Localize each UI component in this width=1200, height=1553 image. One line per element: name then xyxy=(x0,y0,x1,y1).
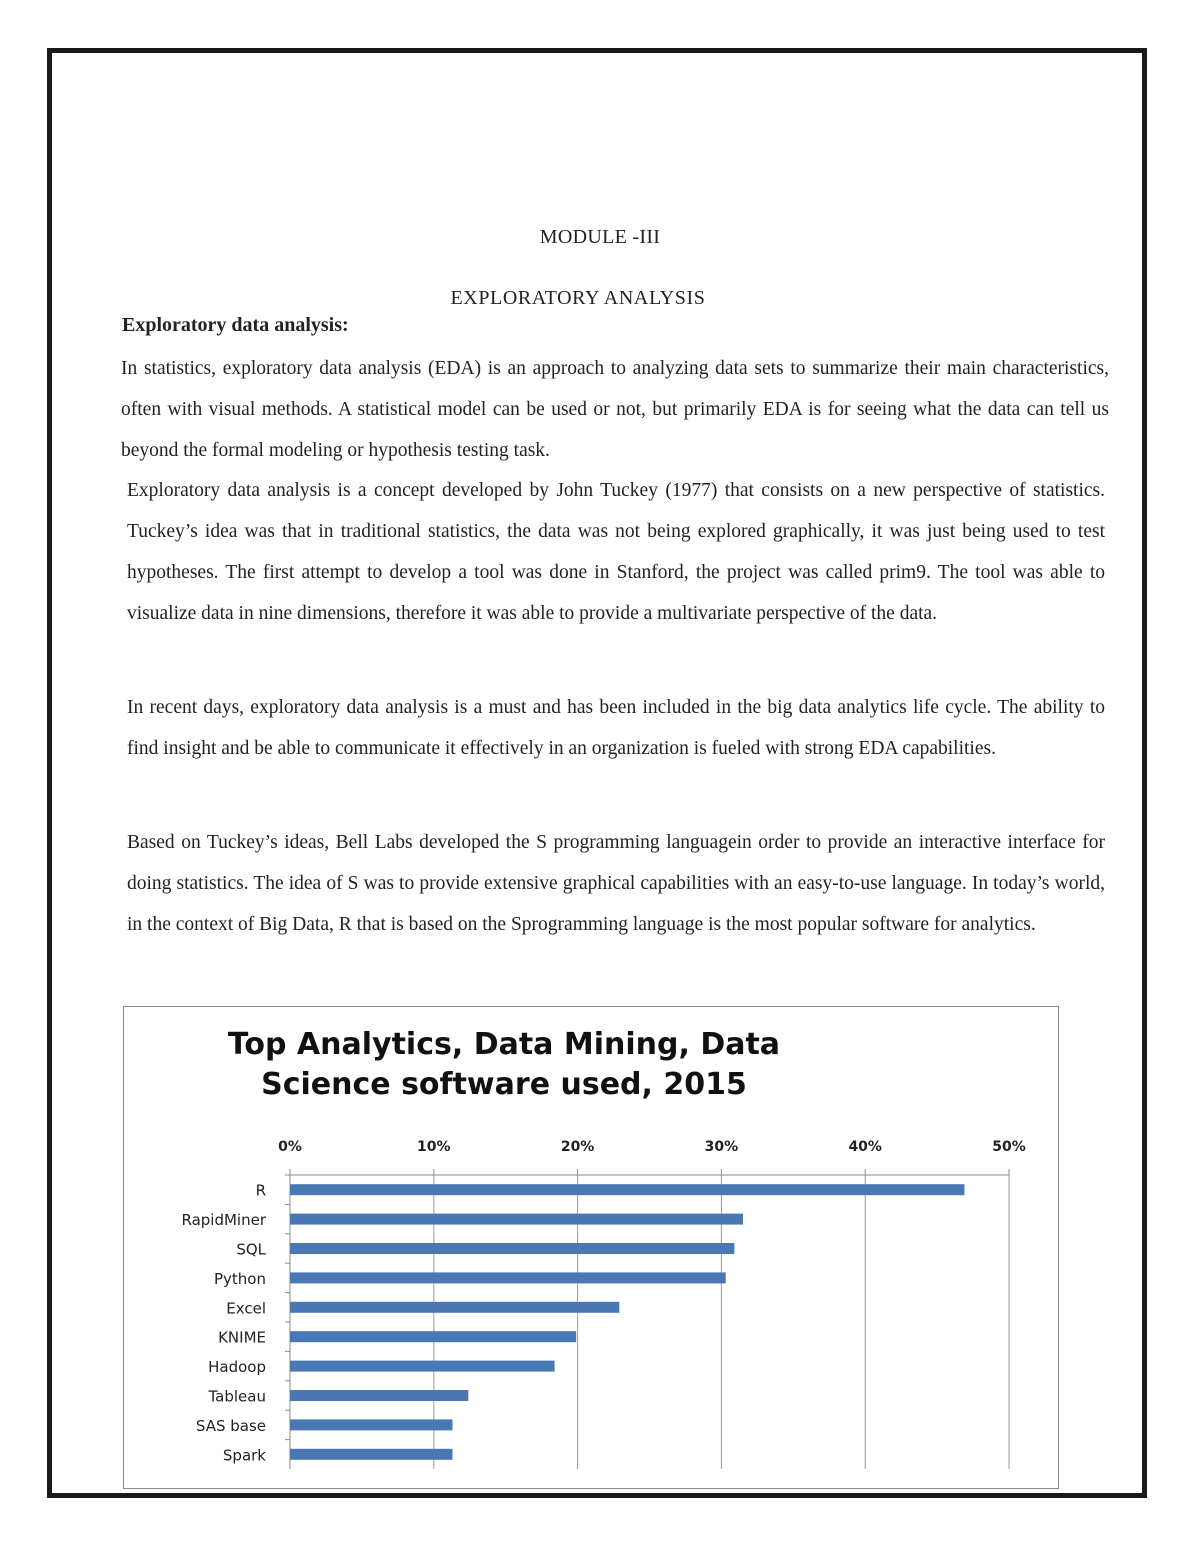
x-tick-label: 0% xyxy=(278,1139,302,1155)
chart-title-line: Top Analytics, Data Mining, Data xyxy=(227,1027,781,1062)
category-label: Excel xyxy=(226,1299,266,1318)
section-title xyxy=(0,287,1200,310)
section-title-text: EXPLORATORY ANALYSIS xyxy=(450,287,706,309)
paragraph: In statistics, exploratory data analysis (EDA) is an approach to analyzing data sets to summarize their main characteristics, often with visual methods. A statistical model can be used or not, but primarily EDA is for seeing what the data can tell us beyond the formal modeling or hypothesis testing task. xyxy=(121,358,1109,461)
bar-sas-base xyxy=(290,1419,452,1430)
module-title: MODULE -III xyxy=(539,226,661,248)
bar-chart xyxy=(123,1006,1059,1489)
category-label: SQL xyxy=(236,1240,266,1259)
category-label: Tableau xyxy=(208,1387,266,1406)
category-label: KNIME xyxy=(218,1328,266,1347)
bar-tableau xyxy=(290,1390,468,1401)
category-label: R xyxy=(255,1181,266,1200)
bar-r xyxy=(290,1184,964,1195)
bar-spark xyxy=(290,1449,452,1460)
bar-sql xyxy=(290,1243,734,1254)
x-tick-label: 40% xyxy=(848,1139,882,1155)
x-tick-label: 20% xyxy=(560,1139,595,1155)
paragraph: Based on Tuckey’s ideas, Bell Labs developed the S programming languagein order to provide an interactive interface for doing statistics. The idea of S was to provide extensive graphical capabilities with an easy-to-use language. In today’s world, in the context of Big Data, R that is based on the Sprogramming language is the most popular software for analytics. xyxy=(127,832,1105,935)
category-label: Spark xyxy=(222,1446,266,1465)
category-label: Hadoop xyxy=(208,1358,266,1377)
bar-rapidminer xyxy=(290,1214,743,1225)
category-label: SAS base xyxy=(195,1416,266,1435)
x-tick-label: 10% xyxy=(417,1139,451,1155)
bar-excel xyxy=(290,1302,619,1313)
x-tick-label: 50% xyxy=(992,1139,1026,1155)
chart-title-line: Science software used, 2015 xyxy=(261,1067,747,1102)
paragraph: In recent days, exploratory data analysis is a must and has been included in the big data analytics life cycle. The ability to find insight and be able to communicate it effectively in an organization is fueled with strong EDA capabilities. xyxy=(127,697,1105,759)
paragraph: Exploratory data analysis is a concept developed by John Tuckey (1977) that consists on a new perspective of statistics. Tuckey’s idea was that in traditional statistics, the data was not being explored graphically, it was just being used to test hypotheses. The first attempt to develop a tool was done in Stanford, the project was called prim9. The tool was able to visualize data in nine dimensions, therefore it was able to provide a multivariate perspective of the data. xyxy=(127,480,1105,624)
subheading: Exploratory data analysis: xyxy=(122,314,349,336)
category-label: Python xyxy=(214,1269,266,1288)
bar-hadoop xyxy=(290,1361,555,1372)
x-tick-label: 30% xyxy=(704,1139,739,1155)
category-label: RapidMiner xyxy=(181,1211,266,1230)
bar-python xyxy=(290,1272,726,1283)
bar-knime xyxy=(290,1331,576,1342)
chart-plot xyxy=(124,1007,1057,1487)
